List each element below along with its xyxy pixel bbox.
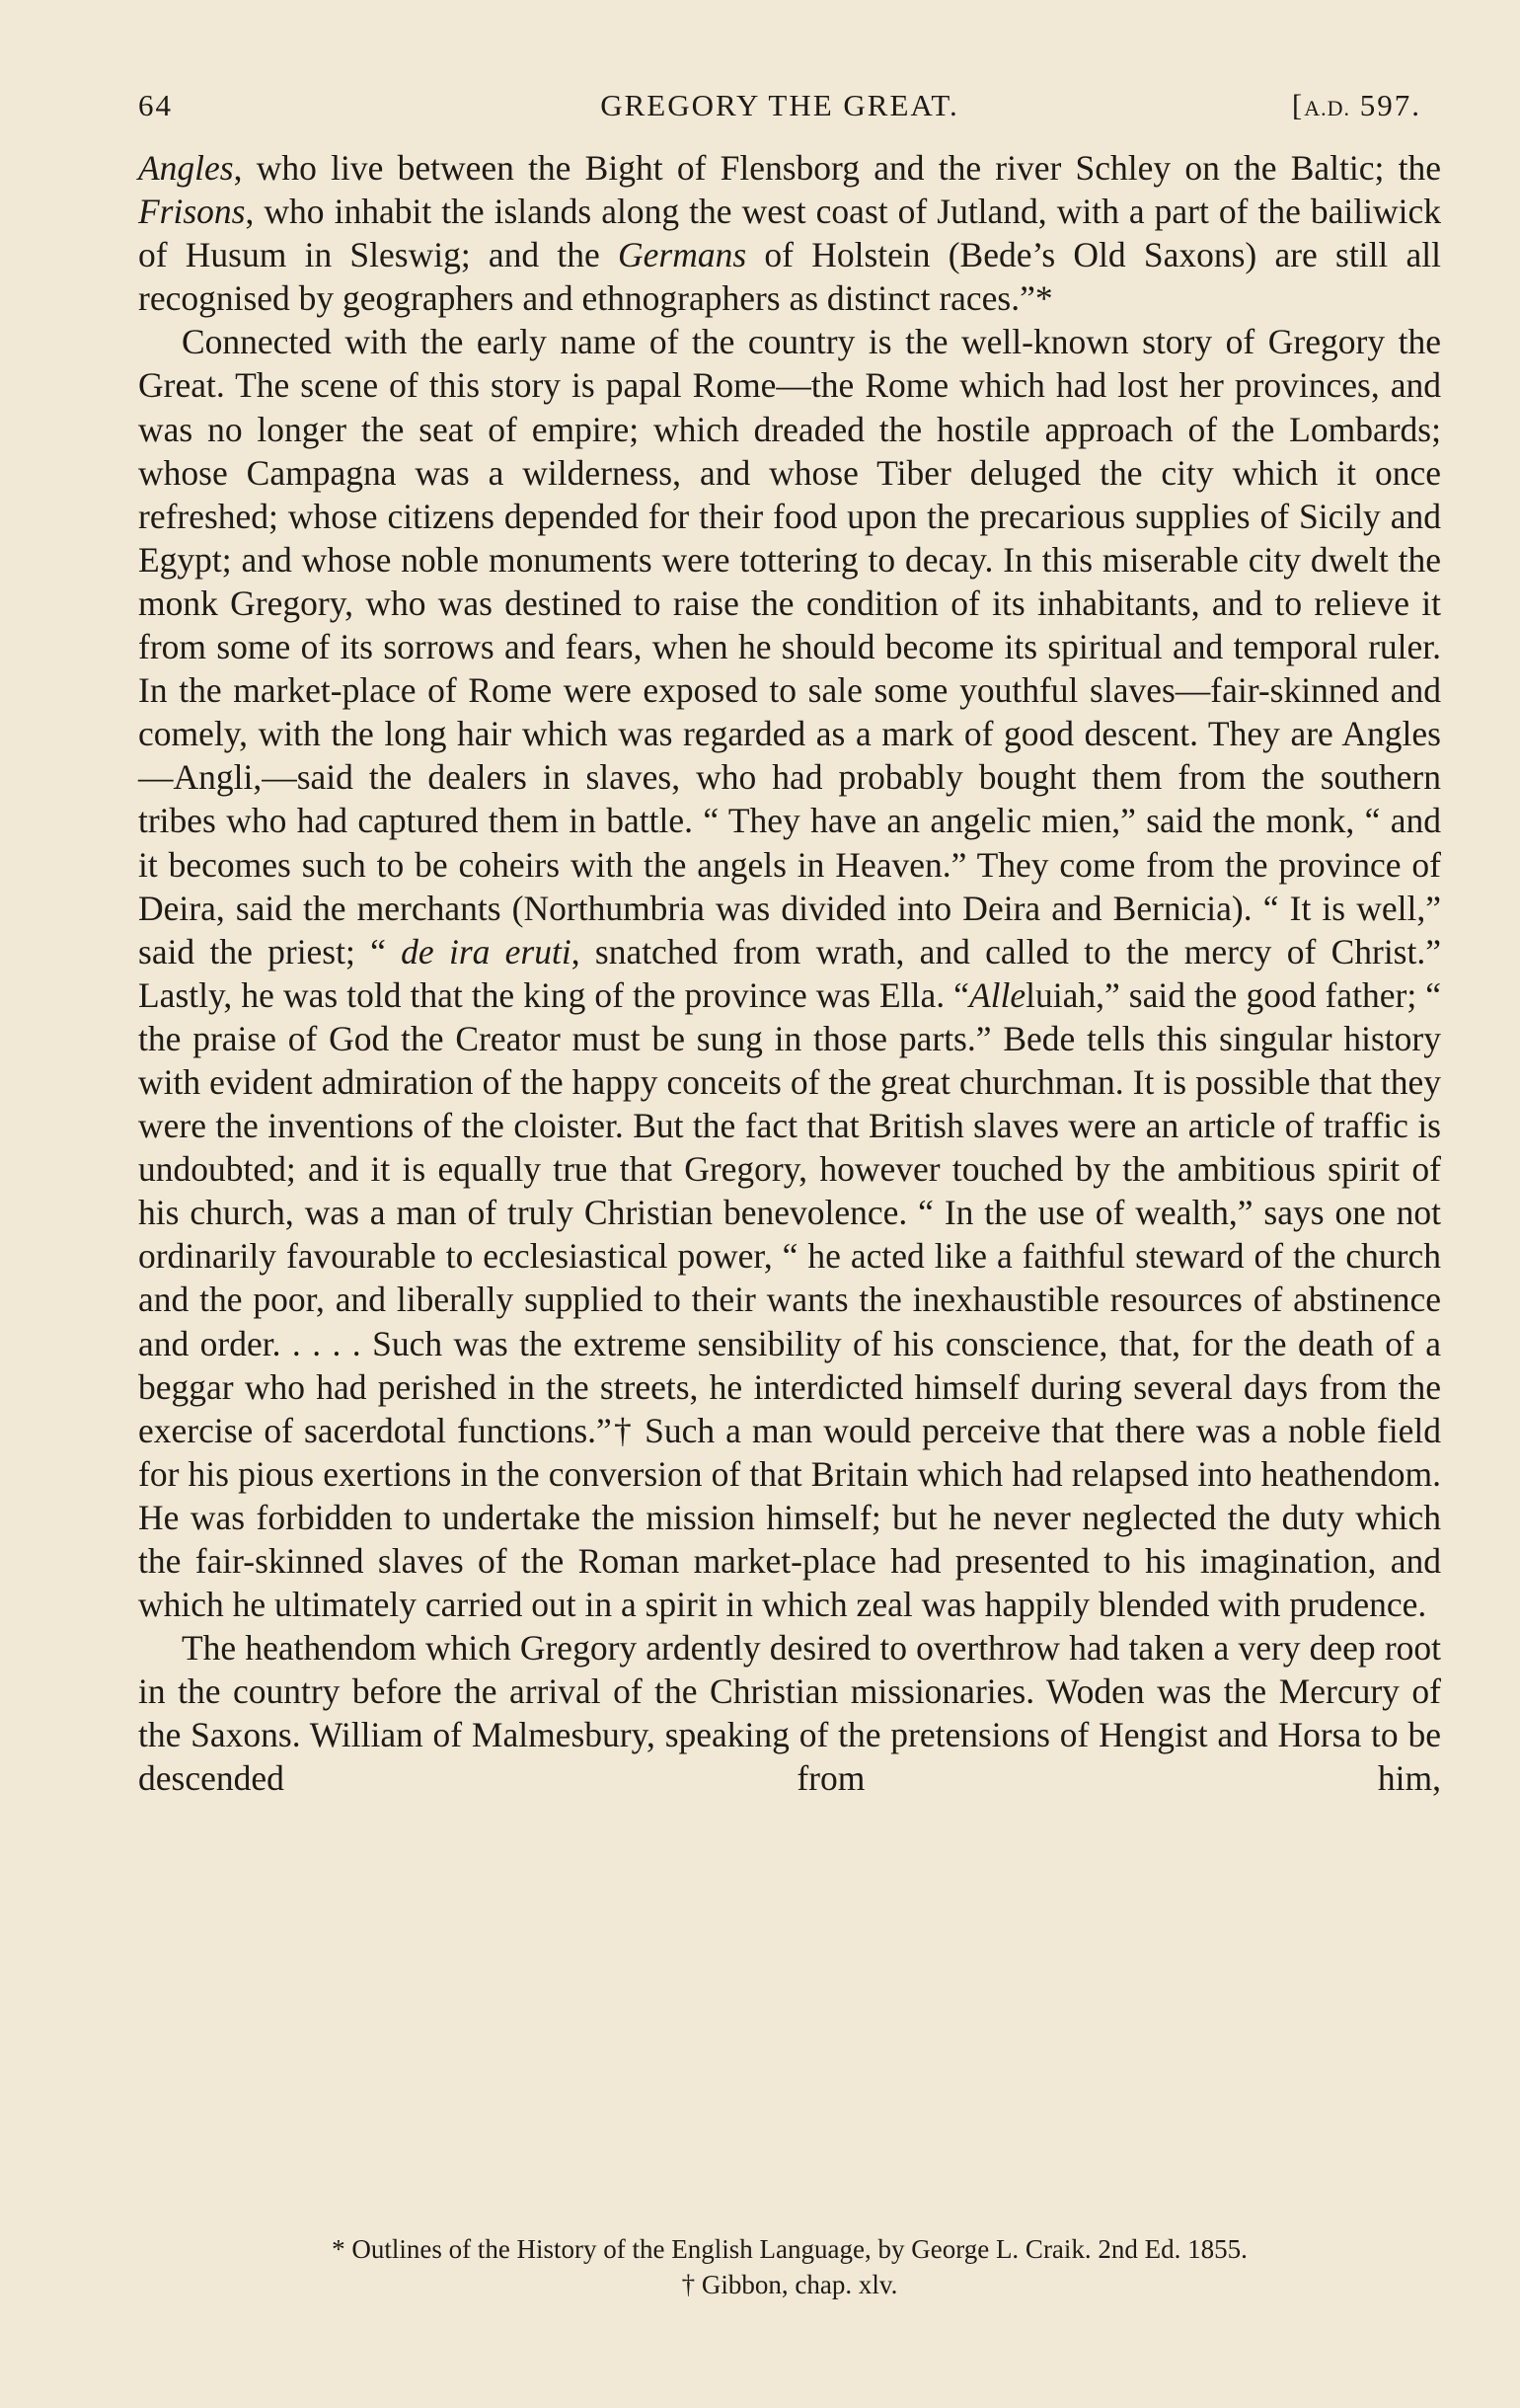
page-header	[138, 81, 1421, 130]
text-run: , snatched from wrath, and called to the mercy of Christ.” Lastly, he was told that the king of the province was Ella. “	[138, 931, 1441, 1015]
text-run: Connected with the early name of the country is the well-known story of Gregory the Great. The scene of this story is papal Rome—the Rome which had lost her provinces, and was no longer the seat of empire; which dreaded the hostile approach of the Lombards; whose Campagna was a wilderness, and whose Tiber deluged the city which it once refreshed; whose citizens depended for their food upon the precarious supplies of Sicily and Egypt; and whose noble monuments were tottering to decay. In this miserable city dwelt the monk Gregory, who was destined to raise the condition of its inhabitants, and to relieve it from some of its sorrows and fears, when he should become its spiritual and temporal ruler. In the market-place of Rome were exposed to sale some youthful slaves—fair-skinned and comely, with the long hair which was regarded as a mark of good descent. They are Angles—Angli,—said the dealers in slaves, who had probably bought them from the southern tribes who had captured them in battle. “ They have an angelic mien,” said the monk, “ and it becomes such to be coheirs with the angels in Heaven.” They come from the province of Deira, said the merchants (Northumbria was divided into Deira and Bernicia). “ It is well,” said the priest; “	[138, 322, 1441, 971]
paragraph-3	[138, 1626, 1441, 1800]
footnotes	[138, 2231, 1441, 2302]
footnote-1: * Outlines of the History of the English Language, by George L. Craik. 2nd Ed. 1855.	[332, 2234, 1248, 2264]
header-date: [A.D. 597.	[1291, 88, 1421, 122]
paragraph-2	[138, 320, 1441, 1626]
footnote-2: † Gibbon, chap. xlv.	[681, 2270, 898, 2299]
italic-text: Frisons	[138, 192, 246, 232]
body-text	[138, 146, 1441, 1801]
text-run: The heathendom which Gregory ardently desired to overthrow had taken a very deep root in the country before the arrival of the Christian missionaries. Woden was the Mercury of the Saxons. William of Malmesbury, speaking of the pretensions of Hengist and Horsa to be descended from him,	[138, 1628, 1441, 1799]
text-run: luiah,” said the good father; “ the praise of God the Creator must be sung in those parts.” Bede tells this singular history with evident admiration of the happy conceits of the great churchman. It is possible that they were the inventions of the cloister. But the fact that British slaves were an article of traffic is undoubted; and it is equally true that Gregory, however touched by the ambitious spirit of his church, was a man of truly Christian benevolence. “ In the use of wealth,” says one not ordinarily favourable to ecclesiastical power, “ he acted like a faithful steward of the church and the poor, and liberally supplied to their wants the inexhaustible resources of abstinence and order. . . . . Such was the extreme sensibility of his conscience, that, for the death of a beggar who had perished in the streets, he interdicted himself during several days from the exercise of sacerdotal functions.”† Such a man would perceive that there was a noble field for his pious exertions in the conversion of that Britain which had relapsed into heathendom. He was forbidden to undertake the mission himself; but he never neglected the duty which the fair-skinned slaves of the Roman market-place had presented to his imagination, and which he ultimately carried out in a spirit in which zeal was happily blended with prudence.	[138, 974, 1442, 1625]
text-run: , who live between the Bight of Flensborg and the river Schley on the Baltic; the	[233, 148, 1441, 188]
italic-text: Germans	[618, 235, 747, 275]
italic-text: Alle	[968, 974, 1026, 1015]
italic-text: de ira eruti	[401, 931, 571, 971]
paragraph-1	[138, 146, 1441, 320]
text-run: of Holstein (Bede’s Old Saxons) are still all recognised by geographers and ethnographers as distinct races.”*	[138, 235, 1441, 319]
page-number: 64	[138, 88, 173, 122]
text-run: , who inhabit the islands along the west coast of Jutland, with a part of the bailiwick of Husum in Sleswig; and the	[138, 192, 1441, 275]
italic-text: Angles	[138, 148, 234, 188]
running-title: GREGORY THE GREAT.	[600, 88, 959, 122]
